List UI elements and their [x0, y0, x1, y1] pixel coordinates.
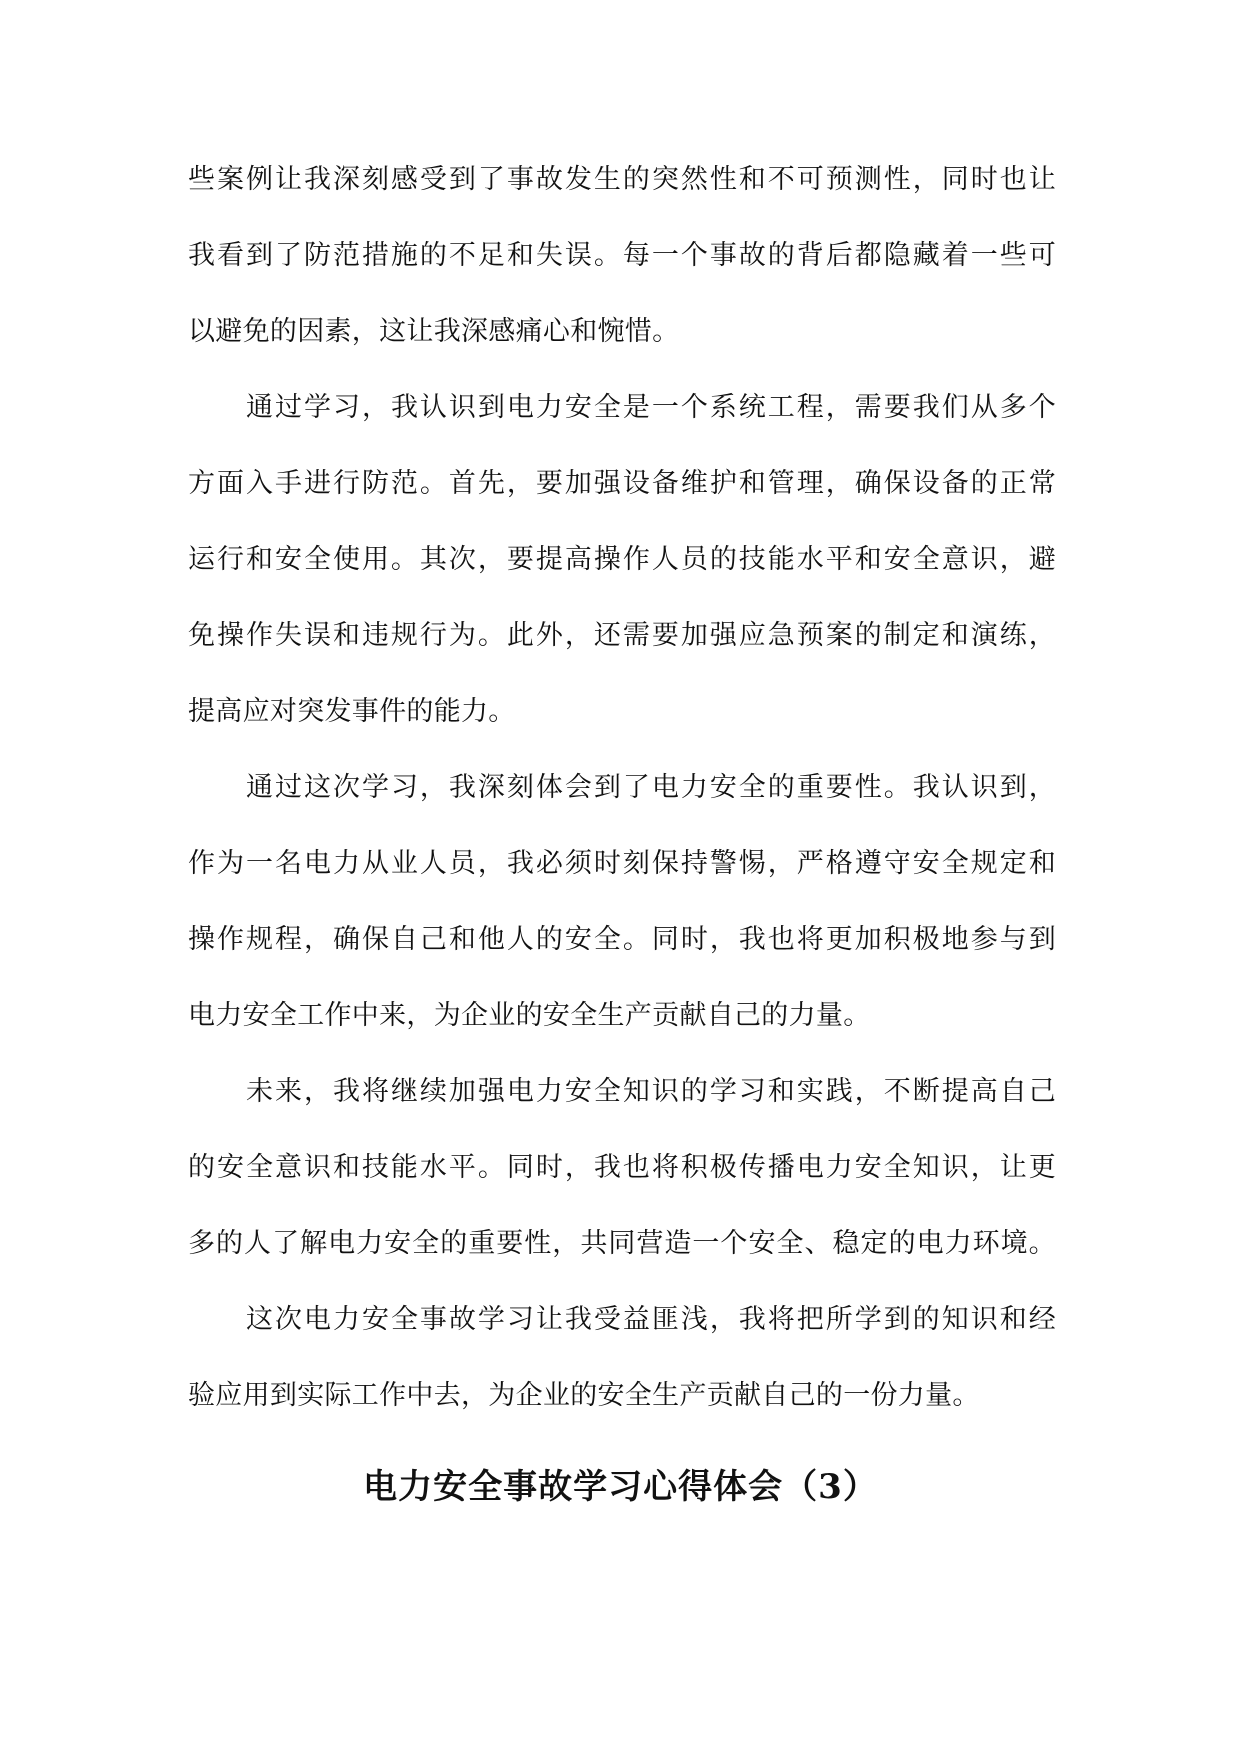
text-line: 免操作失误和违规行为。此外，还需要加强应急预案的制定和演练， [188, 620, 1056, 651]
text-line: 作为一名电力从业人员，我必须时刻保持警惕，严格遵守安全规定和 [188, 848, 1056, 879]
text-line: 验应用到实际工作中去，为企业的安全生产贡献自己的一份力量。 [188, 1380, 980, 1411]
section-heading: 电力安全事故学习心得体会（3） [363, 1467, 878, 1507]
text-line: 多的人了解电力安全的重要性，共同营造一个安全、稳定的电力环境。 [188, 1228, 1056, 1259]
text-line: 未来，我将继续加强电力安全知识的学习和实践，不断提高自己 [246, 1076, 1056, 1107]
text-line: 通过这次学习，我深刻体会到了电力安全的重要性。我认识到， [246, 772, 1056, 803]
text-line: 提高应对突发事件的能力。 [188, 696, 516, 727]
text-line: 以避免的因素，这让我深感痛心和惋惜。 [188, 316, 680, 347]
text-line: 方面入手进行防范。首先，要加强设备维护和管理，确保设备的正常 [188, 468, 1056, 499]
text-line: 的安全意识和技能水平。同时，我也将积极传播电力安全知识，让更 [188, 1152, 1056, 1183]
text-line: 电力安全工作中来，为企业的安全生产贡献自己的力量。 [188, 1000, 871, 1031]
text-line: 操作规程，确保自己和他人的安全。同时，我也将更加积极地参与到 [188, 924, 1056, 955]
text-line: 这次电力安全事故学习让我受益匪浅，我将把所学到的知识和经 [246, 1304, 1056, 1335]
body-text [188, 142, 1056, 1434]
text-line: 运行和安全使用。其次，要提高操作人员的技能水平和安全意识，避 [188, 544, 1056, 575]
text-line: 通过学习，我认识到电力安全是一个系统工程，需要我们从多个 [246, 392, 1056, 423]
text-line: 我看到了防范措施的不足和失误。每一个事故的背后都隐藏着一些可 [188, 240, 1056, 271]
text-line: 些案例让我深刻感受到了事故发生的突然性和不可预测性，同时也让 [188, 164, 1056, 195]
